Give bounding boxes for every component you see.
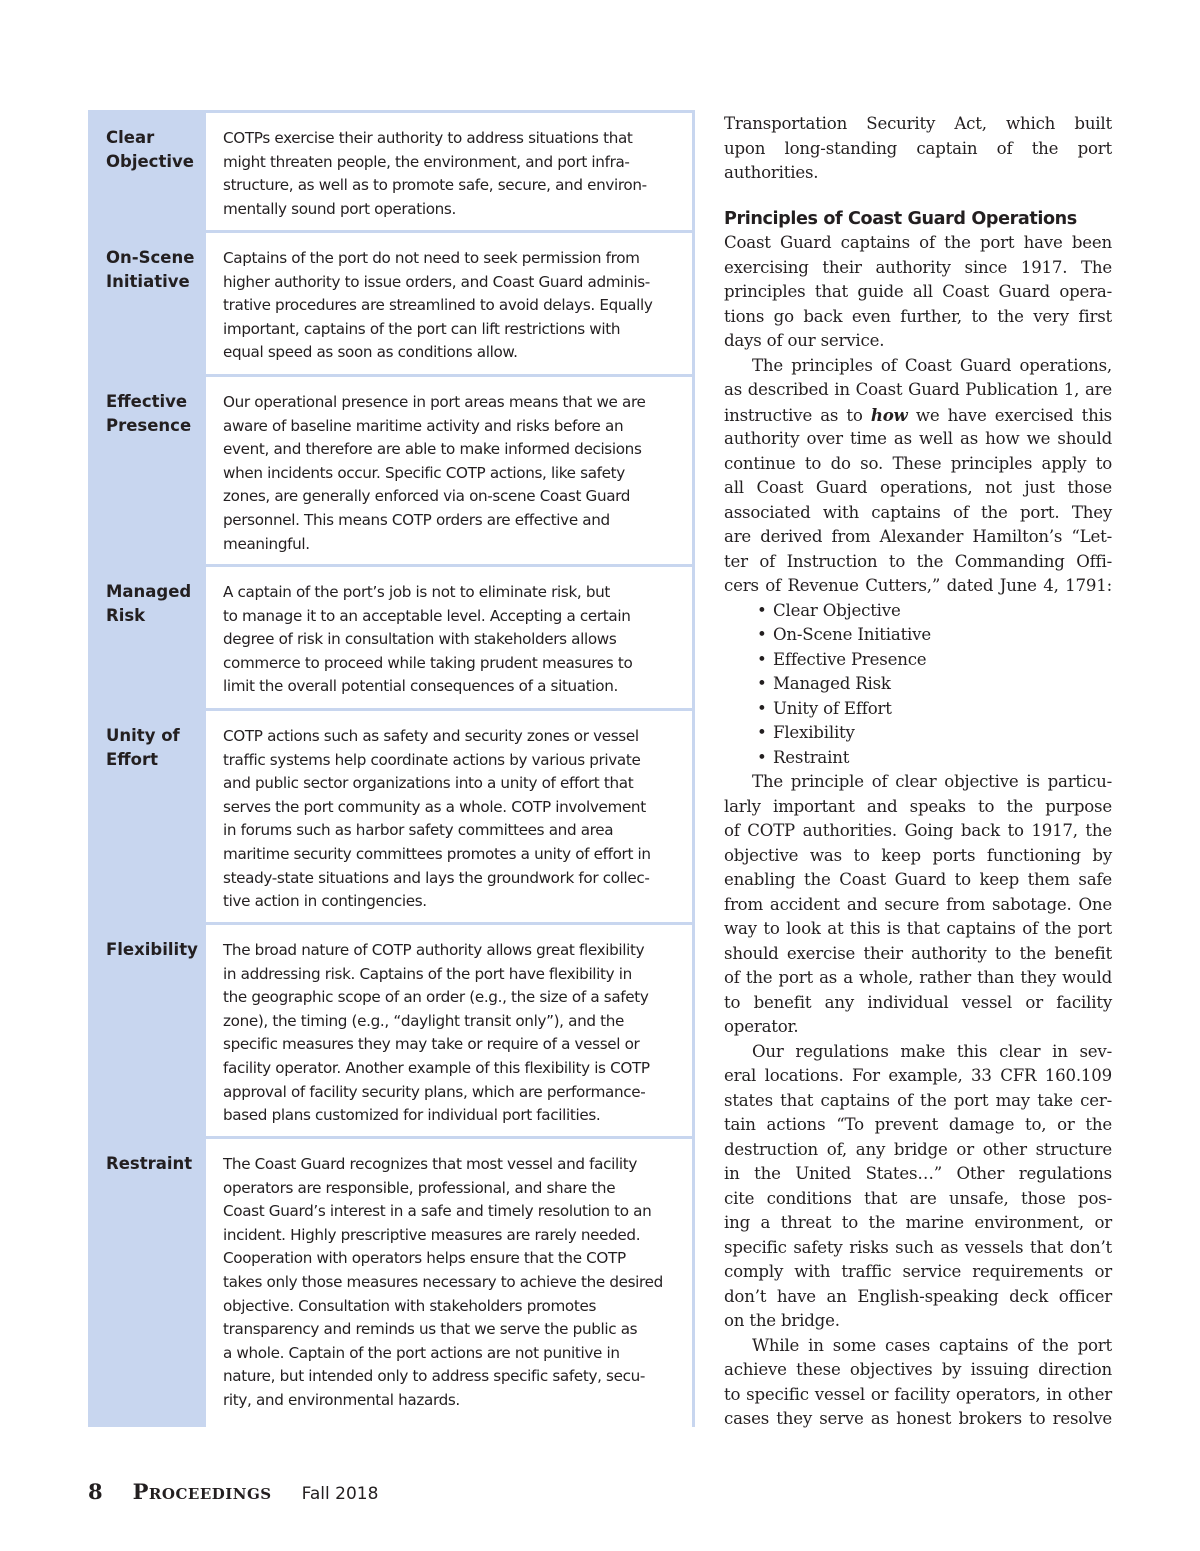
description-line: COTP actions such as safety and security zones or vessel <box>223 727 639 745</box>
article-line: authority over time as well as how we should <box>724 429 1112 448</box>
article-line: destruction of, any bridge or other structure <box>724 1139 1112 1159</box>
line-text: instructive as to <box>724 405 871 425</box>
description-line: commerce to proceed while taking prudent measures to <box>223 653 633 672</box>
description-line: transparency and reminds us that we serve the public as <box>223 1320 638 1339</box>
article-line: objective was to keep ports functioning by <box>724 845 1112 865</box>
bullet-icon: • <box>757 747 767 767</box>
article-line: larly important and speaks to the purpose <box>724 796 1112 816</box>
principles-list-item <box>724 672 1112 697</box>
article-line: in the United States…” Other regulations <box>724 1164 1112 1183</box>
principle-term: Clear Objective <box>106 128 194 171</box>
principle-description <box>206 1139 692 1427</box>
principle-term: Flexibility <box>106 940 198 959</box>
description-line: the geographic scope of an order (e.g., the size of a safety <box>223 988 649 1007</box>
description-line: a whole. Captain of the port actions are not punitive in <box>223 1343 620 1362</box>
article-line: of the port as a whole, rather than they would <box>724 968 1112 987</box>
bullet-text: Restraint <box>773 747 850 767</box>
article-line: upon long-standing captain of the port <box>724 138 1112 158</box>
article-line: Our regulations make this clear in sev- <box>752 1041 1112 1061</box>
description-line: aware of baseline maritime activity and risks before an <box>223 416 624 435</box>
principles-list <box>724 599 1112 771</box>
principle-description <box>206 233 692 374</box>
article-line: days of our service. <box>724 331 885 350</box>
publication-name: Proceedings <box>132 1479 272 1504</box>
article-line: cite conditions that are unsafe, those pos- <box>724 1188 1112 1208</box>
description-line: might threaten people, the environment, and port infra- <box>223 152 630 171</box>
bullet-text: Unity of Effort <box>773 698 892 718</box>
article-line: continue to do so. These principles apply to <box>724 453 1112 473</box>
description-line: operators are responsible, professional, and share the <box>223 1178 616 1197</box>
principle-description <box>206 925 692 1136</box>
article-line: Coast Guard captains of the port have been <box>724 233 1112 252</box>
principle-row <box>88 1136 695 1427</box>
bullet-text: Effective Presence <box>773 649 927 669</box>
bullet-icon: • <box>757 698 767 718</box>
description-line: zones, are generally enforced via on-scene Coast Guard <box>223 487 631 506</box>
description-line: incident. Highly prescriptive measures are rarely needed. <box>223 1225 641 1244</box>
article-line: as described in Coast Guard Publication 1, are <box>724 380 1112 399</box>
principle-description <box>206 113 692 230</box>
principles-list-item <box>724 599 1112 624</box>
article-column <box>724 112 1112 1432</box>
description-line: in addressing risk. Captains of the port have flexibility in <box>223 964 632 983</box>
article-line <box>724 403 1112 428</box>
line-text: we have exercised this <box>907 405 1112 425</box>
article-line: tain actions “To prevent damage to, or the <box>724 1115 1112 1134</box>
description-line: zone), the timing (e.g., “daylight transit only”), and the <box>223 1011 625 1030</box>
bullet-icon: • <box>757 723 767 742</box>
bullet-text: Managed Risk <box>773 674 891 693</box>
article-line: The principle of clear objective is particu- <box>752 772 1112 791</box>
article-line: don’t have an English-speaking deck officer <box>724 1286 1112 1306</box>
article-line: cases they serve as honest brokers to resolve <box>724 1409 1112 1428</box>
article-line: ing a threat to the marine environment, or <box>724 1213 1112 1232</box>
description-line: mentally sound port operations. <box>223 199 456 218</box>
article-line: tions go back even further, to the very first <box>724 306 1112 326</box>
page-number: 8 <box>88 1479 103 1504</box>
article-line: states that captains of the port may take cer- <box>724 1090 1112 1110</box>
description-line: Our operational presence in port areas means that we are <box>223 393 646 411</box>
principle-row <box>88 374 695 564</box>
article-line: authorities. <box>724 163 819 182</box>
principle-term: Effective Presence <box>106 392 192 435</box>
article-line: from accident and secure from sabotage. One <box>724 894 1112 914</box>
description-line: Captains of the port do not need to seek permission from <box>223 249 640 267</box>
section-heading: Principles of Coast Guard Operations <box>724 208 1077 229</box>
description-line: takes only those measures necessary to achieve the desired <box>223 1272 663 1291</box>
description-line: based plans customized for individual port facilities. <box>223 1106 601 1125</box>
article-line: comply with traffic service requirements or <box>724 1262 1112 1281</box>
principles-table <box>88 110 695 1427</box>
description-line: and public sector organizations into a unity of effort that <box>223 774 634 793</box>
article-line: enabling the Coast Guard to keep them safe <box>724 870 1112 889</box>
article-line: ter of Instruction to the Commanding Offi- <box>724 551 1112 571</box>
principle-row <box>88 708 695 922</box>
principle-term: Unity of Effort <box>106 726 180 769</box>
article-line: specific safety risks such as vessels that don’t <box>724 1237 1112 1257</box>
article-line: cers of Revenue Cutters,” dated June 4, 1791: <box>724 576 1112 595</box>
article-line: principles that guide all Coast Guard opera- <box>724 282 1112 301</box>
principles-list-item <box>724 746 1112 771</box>
article-line: operator. <box>724 1017 799 1036</box>
principles-list-item <box>724 623 1112 648</box>
description-line: higher authority to issue orders, and Coast Guard adminis- <box>223 272 650 291</box>
principle-description <box>206 567 692 708</box>
bullet-icon: • <box>757 625 767 644</box>
description-line: structure, as well as to promote safe, secure, and environ- <box>223 176 647 195</box>
article-line: to benefit any individual vessel or facility <box>724 992 1112 1012</box>
description-line: degree of risk in consultation with stakeholders allows <box>223 630 617 649</box>
issue-date: Fall 2018 <box>301 1484 379 1504</box>
article-line: eral locations. For example, 33 CFR 160.109 <box>724 1066 1112 1085</box>
article-line: way to look at this is that captains of the port <box>724 919 1112 938</box>
description-line: serves the port community as a whole. COTP involvement <box>223 797 646 816</box>
description-line: COTPs exercise their authority to address situations that <box>223 129 633 147</box>
emphasis-how: how <box>870 404 908 425</box>
description-line: trative procedures are streamlined to avoid delays. Equally <box>223 296 653 315</box>
description-line: The broad nature of COTP authority allows great flexibility <box>223 941 645 959</box>
article-line: all Coast Guard operations, not just those <box>724 478 1112 497</box>
article-line: are derived from Alexander Hamilton’s “Let- <box>724 527 1112 546</box>
description-line: important, captains of the port can lift restrictions with <box>223 319 621 338</box>
bullet-text: Clear Objective <box>773 600 901 620</box>
description-line: in forums such as harbor safety committees and area <box>223 821 614 840</box>
bullet-icon: • <box>757 674 767 693</box>
description-line: meaningful. <box>223 534 310 553</box>
bullet-text: On-Scene Initiative <box>773 625 931 644</box>
principles-list-item <box>724 721 1112 746</box>
description-line: Coast Guard’s interest in a safe and timely resolution to an <box>223 1202 652 1221</box>
description-line: objective. Consultation with stakeholders promotes <box>223 1296 597 1315</box>
principle-row <box>88 922 695 1136</box>
page-footer <box>88 1479 378 1509</box>
article-line: While in some cases captains of the port <box>752 1335 1112 1355</box>
principle-description <box>206 377 692 564</box>
principle-row <box>88 230 695 374</box>
principles-list-item <box>724 697 1112 722</box>
description-line: facility operator. Another example of this flexibility is COTP <box>223 1058 650 1077</box>
description-line: approval of facility security plans, which are performance- <box>223 1082 646 1101</box>
article-line: on the bridge. <box>724 1311 840 1330</box>
article-line: Transportation Security Act, which built <box>724 114 1112 133</box>
description-line: steady-state situations and lays the groundwork for collec- <box>223 868 650 887</box>
description-line: equal speed as soon as conditions allow. <box>223 343 518 362</box>
description-line: A captain of the port’s job is not to eliminate risk, but <box>223 583 611 601</box>
article-line: The principles of Coast Guard operations, <box>752 355 1112 375</box>
principle-term: Managed Risk <box>106 582 192 625</box>
description-line: Cooperation with operators helps ensure that the COTP <box>223 1249 626 1268</box>
article-line: of COTP authorities. Going back to 1917, the <box>724 821 1112 840</box>
bullet-icon: • <box>757 600 767 620</box>
description-line: rity, and environmental hazards. <box>223 1390 460 1409</box>
description-line: The Coast Guard recognizes that most vessel and facility <box>223 1155 637 1173</box>
bullet-text: Flexibility <box>773 723 855 742</box>
description-line: maritime security committees promotes a unity of effort in <box>223 844 651 863</box>
description-line: specific measures they may take or require of a vessel or <box>223 1035 640 1054</box>
bullet-icon: • <box>757 649 767 669</box>
principle-row <box>88 564 695 708</box>
article-line: exercising their authority since 1917. The <box>724 257 1112 277</box>
article-line: should exercise their authority to the benefit <box>724 943 1112 963</box>
principle-row <box>88 110 695 230</box>
article-line: to specific vessel or facility operators, in other <box>724 1384 1112 1404</box>
principle-description <box>206 711 692 922</box>
article-line: associated with captains of the port. They <box>724 502 1112 522</box>
principles-list-item <box>724 648 1112 673</box>
principle-term: Restraint <box>106 1154 193 1173</box>
article-line: achieve these objectives by issuing direction <box>724 1360 1112 1379</box>
description-line: to manage it to an acceptable level. Accepting a certain <box>223 606 631 625</box>
description-line: event, and therefore are able to make informed decisions <box>223 440 642 459</box>
description-line: tive action in contingencies. <box>223 892 427 911</box>
description-line: personnel. This means COTP orders are effective and <box>223 510 610 529</box>
description-line: when incidents occur. Specific COTP actions, like safety <box>223 463 625 482</box>
description-line: traffic systems help coordinate actions by various private <box>223 750 641 769</box>
description-line: nature, but intended only to address specific safety, secu- <box>223 1367 645 1386</box>
description-line: limit the overall potential consequences of a situation. <box>223 677 618 696</box>
principle-term: On-Scene Initiative <box>106 248 195 291</box>
